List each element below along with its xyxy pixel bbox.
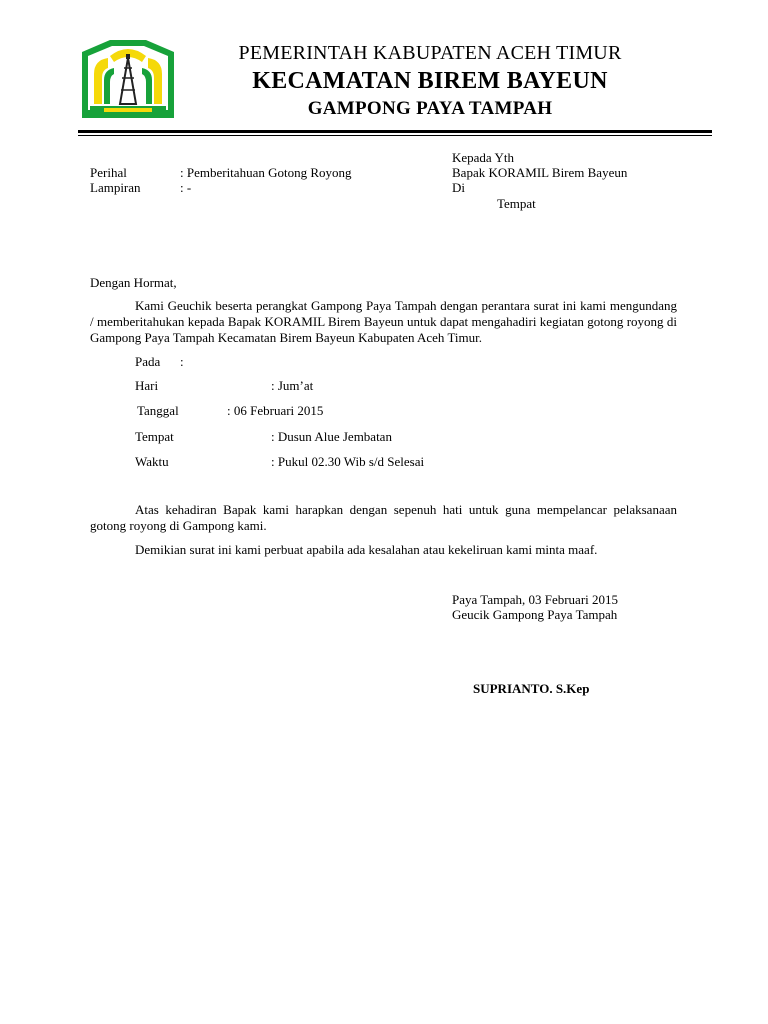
waktu-label: Waktu — [135, 454, 169, 469]
place-date: Paya Tampah, 03 Februari 2015 — [452, 592, 619, 607]
hope-paragraph: Atas kehadiran Bapak kami harapkan dengan sepenuh hati untuk guna mempelancar pelaksanaan gotong royong di Gampong kami. — [90, 502, 677, 533]
signatory-name: SUPRIANTO. S.Kep — [473, 681, 590, 696]
pada-separator: : — [180, 354, 184, 369]
pada-label: Pada — [135, 354, 161, 369]
village-title: GAMPONG PAYA TAMPAH — [307, 98, 553, 119]
closing-paragraph: Demikian surat ini kami perbuat apabila ada kesalahan atau kekeliruan kami minta maaf. — [135, 542, 598, 557]
waktu-value: : Pukul 02.30 Wib s/d Selesai — [271, 454, 425, 469]
hari-value: : Jum’at — [271, 378, 314, 393]
lampiran-value: : - — [180, 180, 192, 195]
tempat-value: : Dusun Alue Jembatan — [271, 429, 392, 444]
recipient-di: Di — [452, 180, 465, 195]
recipient-place: Tempat — [497, 196, 536, 211]
government-title: PEMERINTAH KABUPATEN ACEH TIMUR — [238, 42, 622, 64]
lampiran-label: Lampiran — [90, 180, 141, 195]
tanggal-value: : 06 Februari 2015 — [227, 403, 324, 418]
invitation-paragraph: Kami Geuchik beserta perangkat Gampong Paya Tampah dengan perantara surat ini kami mengundang / memberitahukan kepada Bapak KORAMIL Birem Bayeun untuk dapat mengahadiri kegiatan gotong royong di Gampong Paya Tampah Kecamatan Birem Bayeun Kabupaten Aceh Timur. — [90, 298, 677, 345]
header-divider-thin — [78, 135, 712, 136]
hari-label: Hari — [135, 378, 159, 393]
signatory-position: Geucik Gampong Paya Tampah — [452, 607, 618, 622]
greeting: Dengan Hormat, — [90, 275, 177, 290]
header-divider-thick — [78, 130, 712, 133]
tempat-label: Tempat — [135, 429, 174, 444]
perihal-value: : Pemberitahuan Gotong Royong — [180, 165, 352, 180]
aceh-timur-emblem-icon — [80, 38, 176, 120]
recipient-name: Bapak KORAMIL Birem Bayeun — [452, 165, 628, 180]
recipient-salutation: Kepada Yth — [452, 150, 514, 165]
tanggal-label: Tanggal — [137, 403, 179, 418]
perihal-label: Perihal — [90, 165, 127, 180]
district-title: KECAMATAN BIREM BAYEUN — [252, 68, 608, 94]
